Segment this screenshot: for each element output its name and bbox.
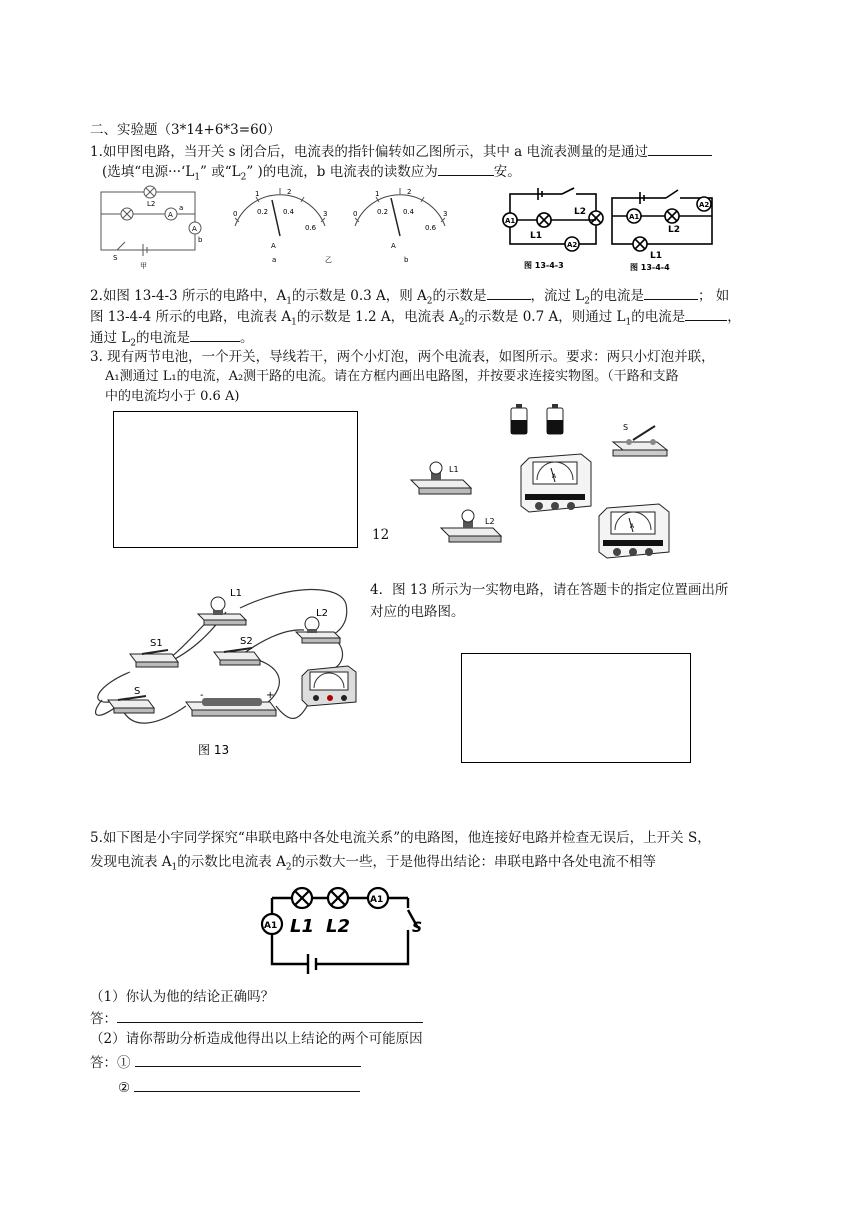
q5-l1: L1 bbox=[290, 916, 314, 937]
q2-t2c: 的示数是 0.7 A，则通过 L bbox=[464, 309, 626, 325]
q2-t1: 2.如图 13-4-3 所示的电路中，A bbox=[90, 288, 287, 304]
meter-a-tick-2: 2 bbox=[287, 188, 292, 196]
q2-t1c: 的示数是 bbox=[432, 288, 487, 304]
q3-answer-box[interactable] bbox=[113, 411, 358, 548]
fig3-a1: A1 bbox=[505, 217, 516, 225]
q2-t3: 通过 L bbox=[90, 330, 131, 346]
q4-line2: 对应的电路图。 bbox=[370, 604, 465, 620]
q2-t2d: 的电流是 bbox=[631, 309, 686, 325]
q2-sub2-a1: 1 bbox=[291, 317, 297, 328]
q5-sub-a1: 1 bbox=[171, 862, 178, 873]
fig-13-4-3 bbox=[498, 180, 610, 272]
fig3-caption: 图 13-4-3 bbox=[524, 261, 564, 270]
q4-fig-caption: 图 13 bbox=[198, 743, 230, 757]
meter-a-tick-02: 0.2 bbox=[257, 208, 269, 216]
q1-circuit-jia bbox=[95, 184, 205, 270]
q2-blank4[interactable] bbox=[190, 327, 240, 342]
q1-blank1[interactable] bbox=[648, 141, 712, 156]
q4-l1-label: L1 bbox=[230, 588, 242, 599]
q2-blank2[interactable] bbox=[644, 285, 698, 300]
q1-text2d: 安。 bbox=[493, 164, 521, 180]
jia-caption: 甲 bbox=[140, 262, 147, 270]
switch-s1-icon bbox=[130, 638, 178, 667]
switch-s-icon bbox=[108, 686, 154, 713]
fig3-l1: L1 bbox=[530, 231, 542, 241]
q2-t1e: 的电流是 bbox=[590, 288, 645, 304]
q5-series-circuit bbox=[242, 880, 428, 976]
q1-text2c: ” )的电流，b 电流表的读数应为 bbox=[246, 164, 438, 180]
q4-answer-box[interactable] bbox=[461, 653, 691, 763]
fig3-a2: A2 bbox=[567, 241, 578, 249]
q2-t3b: 的电流是 bbox=[136, 330, 190, 346]
q5-answer2a-blank[interactable] bbox=[135, 1052, 361, 1067]
q2-t1b: 的示数是 0.3 A，则 A bbox=[291, 288, 427, 304]
section-title: 二、实验题（3*14+6*3=60） bbox=[90, 122, 281, 138]
q1-text2b: ” 或“L bbox=[200, 164, 241, 180]
q3-components-figure bbox=[405, 402, 675, 564]
q2-t2: 图 13-4-4 所示的电路，电流表 A bbox=[90, 309, 292, 325]
meter-b-tick-02: 0.2 bbox=[377, 208, 389, 216]
ammeter2-unit: A bbox=[630, 523, 635, 530]
battery-holder-icon bbox=[186, 690, 276, 716]
yi-caption: 乙 bbox=[325, 256, 332, 264]
q5-t2c: 的示数大一些，于是他得出结论：串联电路中各处电流不相等 bbox=[291, 854, 657, 870]
fig4-a1: A1 bbox=[629, 213, 640, 221]
jia-b-label: b bbox=[198, 236, 203, 244]
q2-blank3[interactable] bbox=[685, 306, 727, 321]
jia-l2-label: L2 bbox=[147, 200, 156, 208]
q2-t1d: ，流过 L bbox=[530, 288, 585, 304]
q5-t2: 发现电流表 A bbox=[90, 854, 172, 870]
q4-plus: + bbox=[266, 690, 275, 701]
ammeter-icon bbox=[521, 454, 591, 512]
fig4-l2: L2 bbox=[668, 225, 680, 235]
meter-b-tick-06: 0.6 bbox=[425, 224, 437, 232]
meter-a-unit: A bbox=[271, 242, 276, 250]
fig3-l2: L2 bbox=[574, 207, 586, 217]
fig-13-4-4 bbox=[604, 178, 718, 272]
battery-icon bbox=[511, 404, 527, 434]
fig4-caption: 图 13-4-4 bbox=[630, 263, 670, 272]
ammeter-icon bbox=[599, 504, 669, 558]
ammeter-icon bbox=[302, 666, 356, 706]
q1-meter-b bbox=[325, 186, 455, 270]
q4-real-circuit-figure bbox=[90, 574, 360, 758]
meter-b-unit: A bbox=[391, 242, 396, 250]
switch-s2-icon bbox=[214, 636, 260, 665]
switch-icon bbox=[613, 423, 667, 456]
lamp-l2-label: L2 bbox=[485, 517, 495, 526]
q5-answer3-row bbox=[118, 1077, 360, 1098]
q4-minus: - bbox=[200, 690, 204, 701]
q1-sub1: 1 bbox=[194, 172, 201, 183]
q2-sub3-l2: 2 bbox=[130, 338, 136, 349]
jia-ammeter-b-label: A bbox=[192, 225, 197, 233]
switch-label: S bbox=[623, 423, 629, 432]
q4-s-label: S bbox=[134, 686, 141, 697]
q5-line1: 5.如下图是小宇同学探究“串联电路中各处电流关系”的电路图，他连接好电路并检查无误后，上开关 S， bbox=[90, 830, 711, 846]
q5-ans-label: 答： bbox=[90, 1011, 117, 1027]
q2-sub-a1: 1 bbox=[286, 296, 292, 307]
q5-sub-question-2: （2）请你帮助分析造成他得出以上结论的两个可能原因 bbox=[90, 1031, 423, 1047]
meter-a-tick-06: 0.6 bbox=[305, 224, 317, 232]
ammeter1-unit: A bbox=[552, 473, 557, 480]
lamp-l1-label: L1 bbox=[449, 465, 459, 474]
meter-b-caption: b bbox=[404, 256, 409, 264]
fig4-a2: A2 bbox=[699, 201, 710, 209]
meter-a-tick-04: 0.4 bbox=[283, 208, 295, 216]
battery-icon bbox=[547, 404, 563, 434]
q5-answer1-row bbox=[90, 1008, 423, 1029]
q3-line1: 3. 现有两节电池，一个开关，导线若干，两个小灯泡，两个电流表，如图所示。要求：两只小灯泡并联， bbox=[90, 349, 715, 365]
q2-t2e: ， bbox=[727, 309, 741, 325]
q4-l2-label: L2 bbox=[316, 608, 328, 619]
q1-meter-a bbox=[225, 186, 335, 270]
q5-a1-left: A1 bbox=[264, 921, 278, 931]
fig4-l1: L1 bbox=[650, 251, 662, 261]
q5-answer2-row bbox=[90, 1052, 361, 1073]
q2-sub2-a2: 2 bbox=[458, 317, 465, 328]
meter-a-caption: a bbox=[272, 256, 277, 264]
q5-ans-label2: 答：① bbox=[90, 1055, 131, 1071]
q4-line1: 4．图 13 所示为一实物电路，请在答题卡的指定位置画出所 bbox=[370, 582, 729, 598]
meter-a-tick-0: 0 bbox=[233, 210, 238, 218]
q2-blank1[interactable] bbox=[487, 285, 531, 300]
meter-a-tick-1: 1 bbox=[255, 190, 260, 198]
q4-s2-label: S2 bbox=[240, 636, 253, 647]
q3-fig-num: 12 bbox=[372, 527, 390, 543]
jia-s-label: S bbox=[113, 254, 118, 262]
jia-ammeter-a-label: A bbox=[168, 211, 173, 219]
meter-b-tick-2: 2 bbox=[407, 188, 412, 196]
q4-s1-label: S1 bbox=[150, 638, 163, 649]
q1-blank2[interactable] bbox=[438, 161, 494, 176]
q5-answer1-blank[interactable] bbox=[117, 1008, 423, 1023]
q2-t2b: 的示数是 1.2 A，电流表 A bbox=[296, 309, 459, 325]
meter-b-tick-0: 0 bbox=[353, 210, 358, 218]
q1-line1 bbox=[90, 141, 712, 162]
q3-line3: 中的电流均小于 0.6 A) bbox=[105, 389, 240, 404]
q5-answer2b-blank[interactable] bbox=[134, 1077, 360, 1092]
lamp-l2-icon bbox=[296, 608, 340, 643]
q5-ans-2-label: ② bbox=[118, 1080, 131, 1096]
q5-a1-top: A1 bbox=[370, 895, 384, 905]
lamp-l2-icon bbox=[441, 510, 501, 542]
meter-a-tick-3: 3 bbox=[323, 210, 328, 218]
q1-text2a: (选填“电源···‘L bbox=[102, 164, 195, 180]
q5-t2b: 的示数比电流表 A bbox=[177, 854, 286, 870]
q5-sub-question-1: （1）你认为他的结论正确吗？ bbox=[90, 989, 275, 1005]
q5-sub-a2: 2 bbox=[285, 862, 292, 873]
q3-line2: A₁测通过 L₁的电流，A₂测干路的电流。请在方框内画出电路图，并按要求连接实物图。（干路和支路 bbox=[105, 369, 679, 384]
q2-t3c: 。 bbox=[240, 330, 254, 346]
q5-l2: L2 bbox=[326, 916, 350, 937]
q5-s: S bbox=[412, 920, 423, 936]
q2-sub-l2: 2 bbox=[584, 296, 591, 307]
q5-line2 bbox=[90, 852, 656, 878]
meter-b-tick-04: 0.4 bbox=[403, 208, 415, 216]
q2-t1f: ； 如 bbox=[698, 288, 730, 304]
q1-sub2: 2 bbox=[240, 172, 247, 183]
lamp-l1-icon bbox=[411, 462, 471, 494]
meter-b-tick-1: 1 bbox=[375, 190, 380, 198]
q1-text1: 1.如甲图电路，当开关 s 闭合后，电流表的指针偏转如乙图所示，其中 a 电流表测量的是通过 bbox=[90, 144, 649, 160]
q2-sub-a2: 2 bbox=[426, 296, 433, 307]
jia-a-label: a bbox=[179, 204, 184, 212]
lamp-l1-icon bbox=[198, 588, 246, 625]
q2-sub2-l1: 1 bbox=[625, 317, 632, 328]
meter-b-tick-3: 3 bbox=[443, 210, 448, 218]
